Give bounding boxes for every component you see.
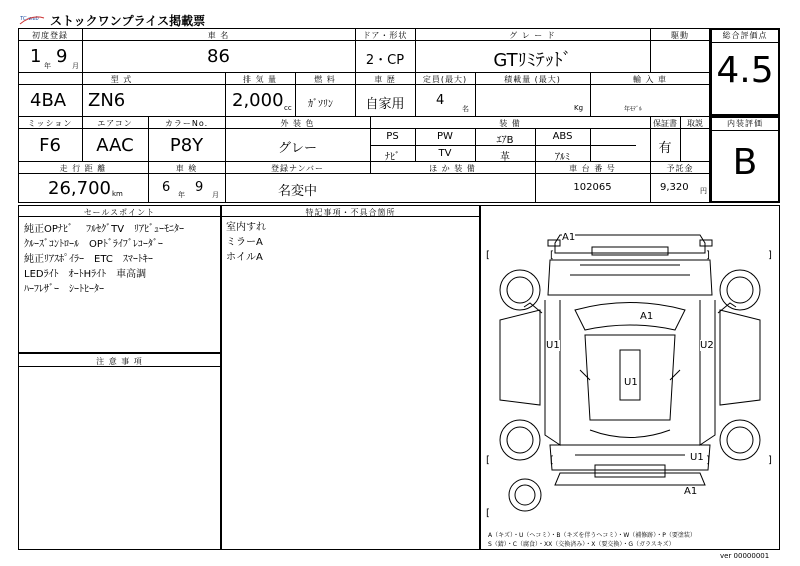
plate-value: 名変中: [277, 184, 317, 199]
page-title: ストックワンプライス掲載票: [50, 14, 206, 28]
bracket-right-1: ]: [768, 250, 772, 261]
grade-value: GTﾘﾐﾃｯﾄﾞ: [493, 50, 572, 71]
inspection-year: 6: [162, 180, 171, 195]
damage-mark-right-door: U2: [700, 340, 714, 351]
sales-point-line-4: LEDﾗｲﾄ ｵｰﾄHﾗｲﾄ 車高調: [24, 269, 147, 280]
capacity-value: 4: [436, 93, 445, 108]
exterior-color-label: 外 装 色: [280, 119, 315, 128]
exterior-color-value: グレー: [277, 141, 317, 156]
interior-score-value: B: [732, 142, 758, 183]
door-shape-label: ドア・形状: [362, 31, 408, 40]
equipment-label: 装 備: [499, 119, 521, 128]
damage-mark-rear-bumper: A1: [684, 486, 698, 497]
notes-box: [18, 353, 221, 550]
equip-navi: ﾅﾋﾞ: [385, 152, 400, 163]
car-name-value: 86: [207, 46, 230, 67]
bracket-left-1: [: [486, 250, 490, 261]
displacement-value: 2,000: [232, 90, 284, 111]
price-label: 予託金: [666, 164, 694, 173]
aircon-label: エアコン: [97, 119, 133, 128]
aircon-value: AAC: [96, 135, 134, 156]
mileage-label: 走 行 距 離: [59, 164, 107, 173]
warranty-label: 保証書: [653, 119, 677, 128]
logo-text: TC-web: [20, 16, 39, 22]
equip-alloy: ｱﾙﾐ: [555, 152, 570, 163]
capacity-label: 定員(最大): [422, 75, 468, 84]
model-value: ZN6: [88, 90, 126, 111]
damage-mark-left-door: U1: [546, 340, 560, 351]
equip-airbag: ｴｱB: [496, 135, 514, 146]
inspection-label: 車 検: [175, 164, 198, 173]
damage-mark-roof: U1: [624, 377, 638, 388]
capacity-unit: 名: [462, 105, 469, 113]
first-reg-year-unit: 年: [44, 62, 51, 70]
special-line-3: ホイルA: [226, 252, 263, 263]
history-value: 自家用: [365, 97, 405, 112]
sales-point-line-1: 純正OPﾅﾋﾞ ﾌﾙｾｸﾞTV ﾘｱﾋﾞｭｰﾓﾆﾀｰ: [24, 224, 185, 235]
damage-mark-hood: A1: [640, 311, 654, 322]
car-diagram: [480, 205, 780, 535]
fuel-label: 燃 料: [314, 75, 336, 84]
sales-point-line-3: 純正ﾘｱｽﾎﾟｲﾗｰ ETC ｽﾏｰﾄｷｰ: [24, 254, 153, 265]
mileage-value: 26,700: [48, 178, 111, 199]
first-reg-label: 初度登録: [32, 31, 68, 40]
legend-line-2: S（錆）・C（腐食）・XX（交換済み）・X（要交換）・G（ガラスキズ）: [488, 541, 675, 548]
warranty-value: 有: [658, 141, 672, 156]
inspection-year-unit: 年: [178, 191, 185, 199]
interior-score-label: 内装評価: [727, 119, 763, 128]
equip-leather: 革: [500, 152, 510, 163]
notes-title: 注 意 事 項: [96, 357, 143, 366]
bracket-left-mid-2: [: [550, 455, 554, 466]
displacement-label: 排 気 量: [242, 75, 278, 84]
fuel-value: ｶﾞｿﾘﾝ: [308, 99, 333, 110]
model-label: 型 式: [110, 75, 133, 84]
version-label: ver 00000001: [720, 552, 770, 560]
car-name-label: 車 名: [207, 31, 230, 40]
mission-label: ミッション: [27, 119, 73, 128]
equip-ps: PS: [386, 131, 399, 142]
equip-tv: TV: [438, 148, 452, 159]
load-unit: Kg: [574, 104, 584, 112]
displacement-unit: cc: [284, 104, 292, 112]
grade-label: グ レ ー ド: [509, 31, 556, 40]
model-year-label: 年ﾓﾃﾞﾙ: [624, 106, 643, 113]
inspection-month-unit: 月: [212, 191, 219, 199]
model-prefix: 4BA: [30, 90, 67, 111]
logo-swoosh-icon: [18, 14, 46, 26]
sales-points-title: セールスポイント: [83, 208, 156, 217]
overall-score-label: 総合評価点: [722, 31, 768, 40]
import-label: 輸 入 車: [632, 75, 668, 84]
overall-score-value: 4.5: [716, 50, 774, 91]
plate-label: 登録ナンバー: [270, 164, 325, 173]
drive-label: 駆動: [671, 31, 689, 40]
chassis-value: 102065: [573, 182, 612, 193]
door-shape-value: 2・CP: [365, 53, 405, 68]
equip-pw: PW: [437, 131, 453, 142]
equip-abs: ABS: [552, 131, 573, 142]
other-equipment-label: ほ か 装 備: [429, 164, 476, 173]
logo: [18, 14, 46, 26]
legend-line-1: A（キズ）・U（ヘコミ）・B（キズを伴うヘコミ）・W（補修跡）・P（要塗装）: [488, 532, 696, 539]
price-value: 9,320: [660, 182, 689, 193]
color-no-label: カラーNo.: [164, 119, 209, 128]
bracket-left-mid: [: [550, 250, 554, 261]
inspection-month: 9: [195, 180, 204, 195]
history-label: 車 歴: [374, 75, 396, 84]
special-title: 特記事項・不具合箇所: [305, 208, 396, 217]
bracket-right-mid-2: ]: [706, 455, 710, 466]
special-line-1: 室内すれ: [226, 222, 266, 233]
special-line-2: ミラーA: [226, 237, 263, 248]
bracket-left-3: [: [486, 508, 490, 519]
price-unit: 円: [700, 187, 707, 195]
mileage-unit: km: [112, 190, 123, 198]
mission-value: F6: [39, 135, 61, 156]
bracket-right-2: ]: [768, 455, 772, 466]
damage-mark-front-bumper: A1: [562, 232, 576, 243]
load-label: 積載量 (最大): [504, 75, 561, 84]
first-reg-month-unit: 月: [72, 62, 79, 70]
manual-label: 取説: [687, 119, 703, 128]
color-no-value: P8Y: [169, 135, 204, 156]
damage-mark-rear-right: U1: [690, 452, 704, 463]
bracket-left-2: [: [486, 455, 490, 466]
bracket-right-mid: ]: [706, 250, 710, 261]
sales-point-line-5: ﾊｰﾌﾚｻﾞｰ ｼｰﾄﾋｰﾀｰ: [24, 284, 104, 295]
first-reg-month: 9: [56, 46, 68, 67]
sales-point-line-2: ｸﾙｰｽﾞｺﾝﾄﾛｰﾙ OPﾄﾞﾗｲﾌﾞﾚｺｰﾀﾞｰ: [24, 239, 163, 250]
first-reg-year: 1: [30, 46, 42, 67]
chassis-label: 車 台 番 号: [569, 164, 616, 173]
